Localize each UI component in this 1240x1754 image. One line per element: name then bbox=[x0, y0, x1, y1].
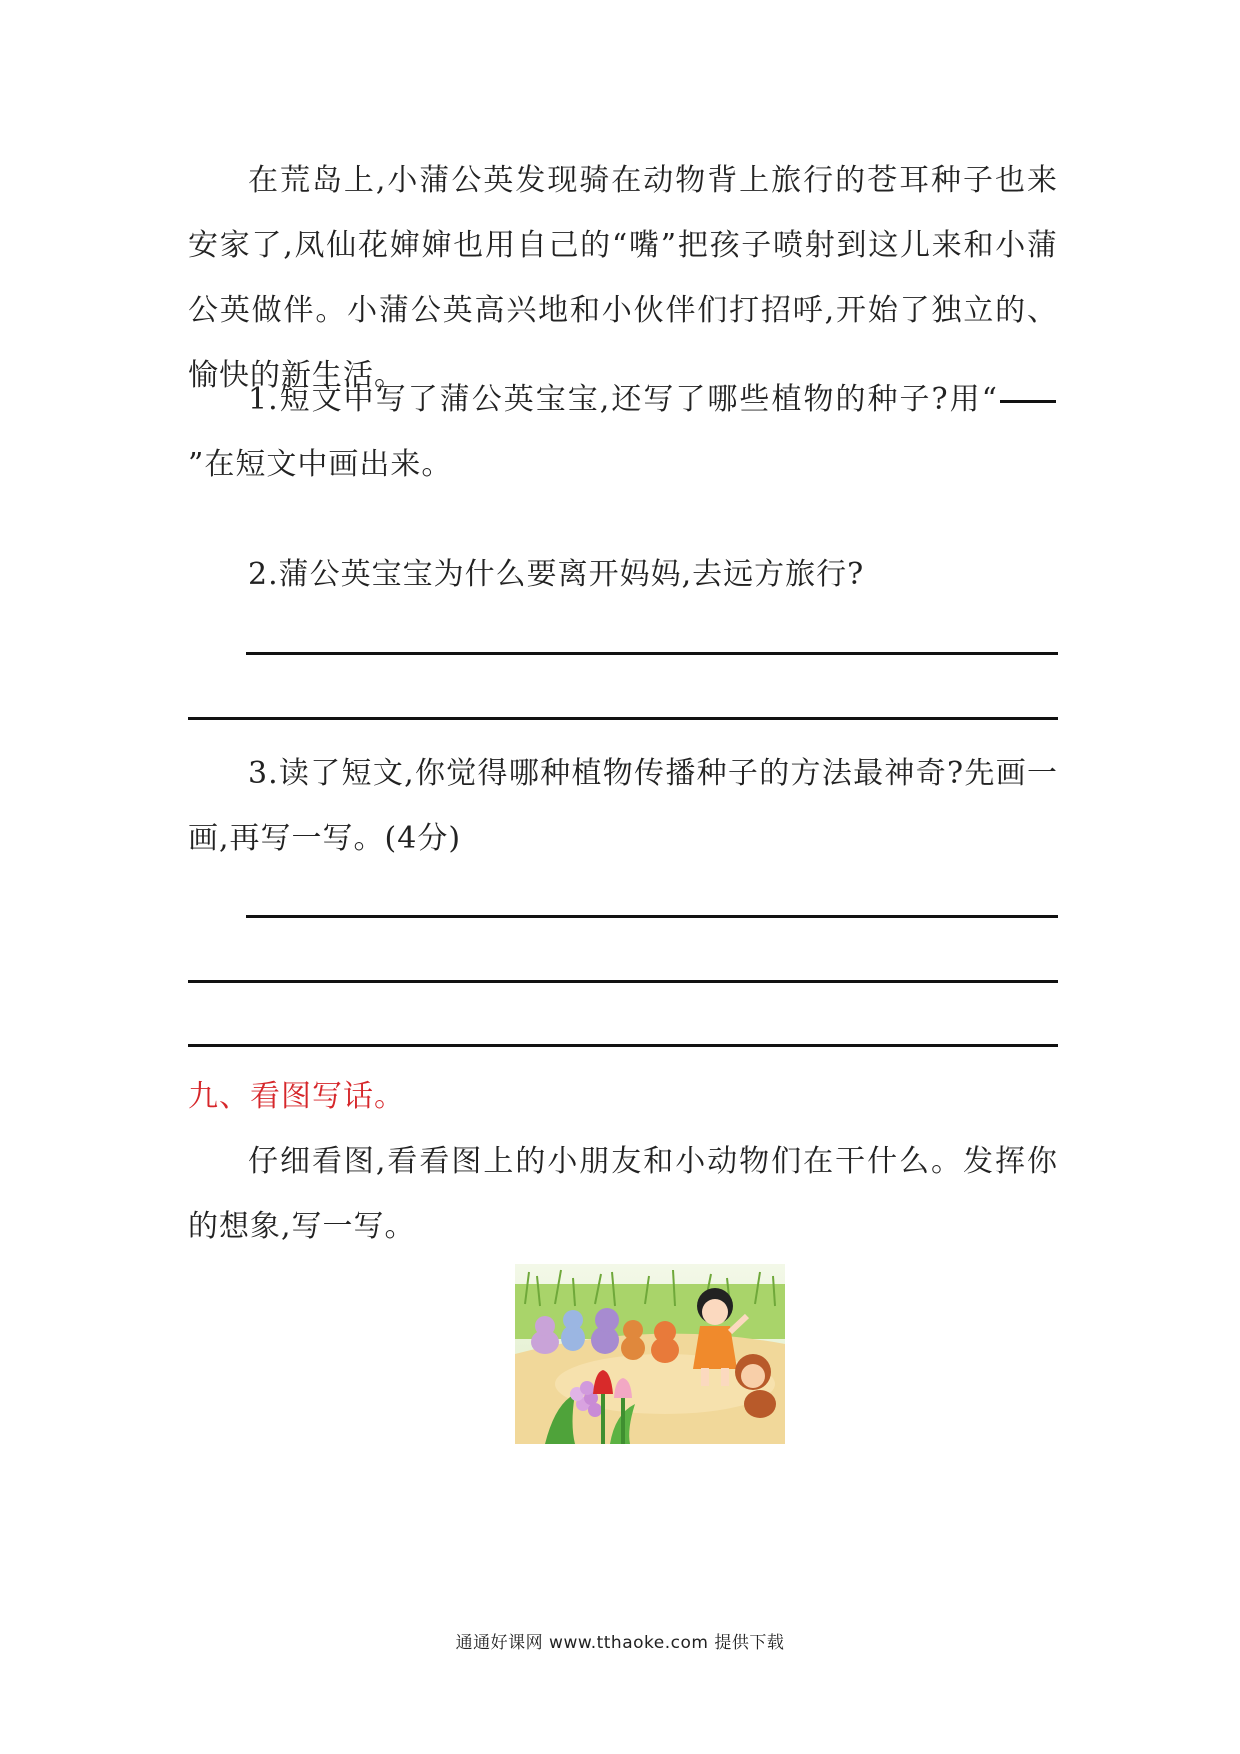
footer-download-note: 通通好课网 www.tthaoke.com 提供下载 bbox=[455, 1633, 785, 1653]
answer-line[interactable] bbox=[188, 980, 1058, 983]
question-3: 3.读了短文,你觉得哪种植物传播种子的方法最神奇?先画一画,再写一写。(4分) bbox=[188, 756, 1058, 856]
answer-line[interactable] bbox=[188, 1044, 1058, 1047]
story-ending-paragraph: 在荒岛上,小蒲公英发现骑在动物背上旅行的苍耳种子也来安家了,凤仙花婶婶也用自己的“嘴”把孩子喷射到这儿来和小蒲公英做伴。小蒲公英高兴地和小伙伴们打招呼,开始了独立的、愉快的新生活。 bbox=[188, 163, 1058, 393]
children-animals-parade-illustration bbox=[515, 1264, 785, 1444]
section-nine-instruction: 仔细看图,看看图上的小朋友和小动物们在干什么。发挥你的想象,写一写。 bbox=[188, 1144, 1058, 1244]
question-1-text-start: 1.短文中写了蒲公英宝宝,还写了哪些植物的种子?用“ bbox=[248, 382, 998, 417]
answer-line[interactable] bbox=[246, 652, 1058, 655]
question-1 bbox=[188, 367, 1058, 497]
question-2: 2.蒲公英宝宝为什么要离开妈妈,去远方旅行? bbox=[248, 557, 865, 592]
underline-sample bbox=[1000, 399, 1056, 403]
question-1-text-end: ”在短文中画出来。 bbox=[188, 447, 453, 482]
answer-line[interactable] bbox=[188, 717, 1058, 720]
section-nine-title: 九、看图写话。 bbox=[188, 1079, 405, 1114]
answer-line[interactable] bbox=[246, 915, 1058, 918]
